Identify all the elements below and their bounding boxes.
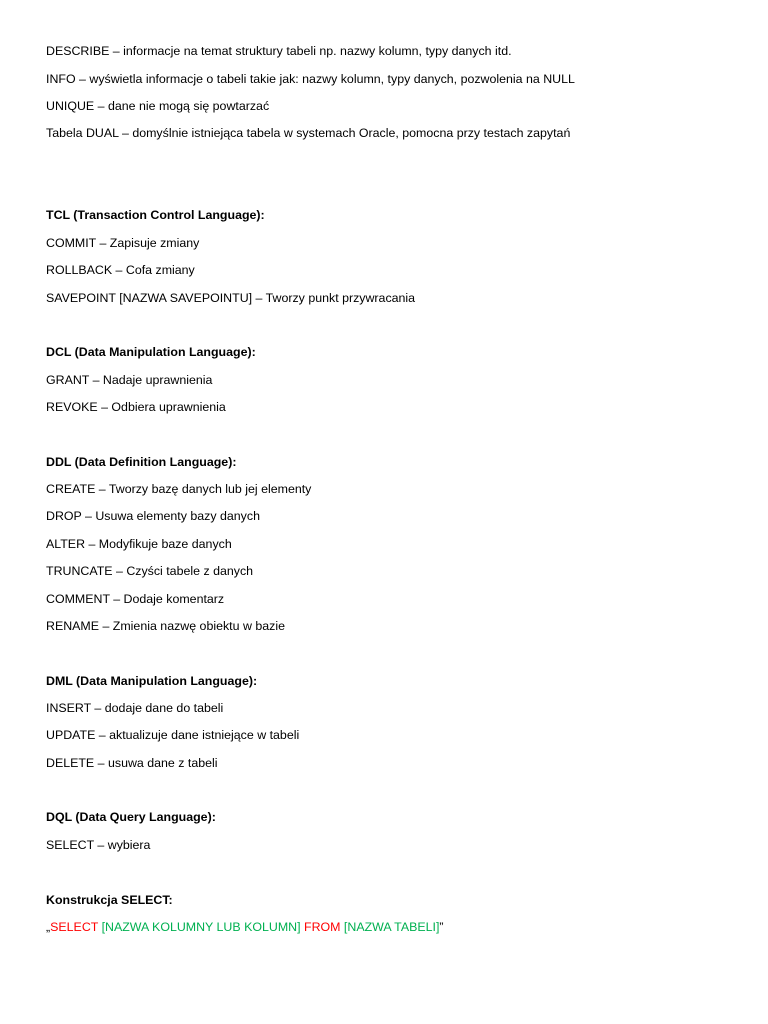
columns-placeholder: [NAZWA KOLUMNY LUB KOLUMN] bbox=[98, 920, 304, 934]
intro-describe: DESCRIBE – informacje na temat struktury tabeli np. nazwy kolumn, typy danych itd. bbox=[46, 44, 512, 58]
dml-heading: DML (Data Manipulation Language): bbox=[46, 674, 258, 688]
tcl-commit: COMMIT – Zapisuje zmiany bbox=[46, 236, 200, 250]
dml-insert: INSERT – dodaje dane do tabeli bbox=[46, 701, 224, 715]
ddl-rename: RENAME – Zmienia nazwę obiektu w bazie bbox=[46, 619, 285, 633]
select-syntax-line bbox=[46, 919, 444, 935]
dql-select: SELECT – wybiera bbox=[46, 838, 151, 852]
open-quote: „ bbox=[46, 920, 51, 934]
select-construction-heading: Konstrukcja SELECT: bbox=[46, 893, 173, 907]
ddl-truncate: TRUNCATE – Czyści tabele z danych bbox=[46, 564, 254, 578]
ddl-heading: DDL (Data Definition Language): bbox=[46, 455, 237, 469]
dml-update: UPDATE – aktualizuje dane istniejące w tabeli bbox=[46, 728, 300, 742]
ddl-comment: COMMENT – Dodaje komentarz bbox=[46, 592, 225, 606]
from-keyword: FROM bbox=[304, 920, 341, 934]
tcl-rollback: ROLLBACK – Cofa zmiany bbox=[46, 263, 195, 277]
dql-heading: DQL (Data Query Language): bbox=[46, 810, 216, 824]
tcl-heading: TCL (Transaction Control Language): bbox=[46, 208, 265, 222]
table-placeholder: [NAZWA TABELI] bbox=[340, 920, 440, 934]
intro-dual: Tabela DUAL – domyślnie istniejąca tabela w systemach Oracle, pomocna przy testach zapytań bbox=[46, 126, 571, 140]
intro-info: INFO – wyświetla informacje o tabeli takie jak: nazwy kolumn, typy danych, pozwolenia na NULL bbox=[46, 72, 575, 86]
select-keyword: SELECT bbox=[50, 920, 99, 934]
ddl-drop: DROP – Usuwa elementy bazy danych bbox=[46, 509, 260, 523]
dcl-revoke: REVOKE – Odbiera uprawnienia bbox=[46, 400, 226, 414]
close-quote: ” bbox=[439, 920, 444, 934]
dcl-heading: DCL (Data Manipulation Language): bbox=[46, 345, 256, 359]
ddl-create: CREATE – Tworzy bazę danych lub jej elementy bbox=[46, 482, 312, 496]
dml-delete: DELETE – usuwa dane z tabeli bbox=[46, 756, 218, 770]
ddl-alter: ALTER – Modyfikuje baze danych bbox=[46, 537, 232, 551]
dcl-grant: GRANT – Nadaje uprawnienia bbox=[46, 373, 213, 387]
intro-unique: UNIQUE – dane nie mogą się powtarzać bbox=[46, 99, 270, 113]
tcl-savepoint: SAVEPOINT [NAZWA SAVEPOINTU] – Tworzy punkt przywracania bbox=[46, 291, 416, 305]
